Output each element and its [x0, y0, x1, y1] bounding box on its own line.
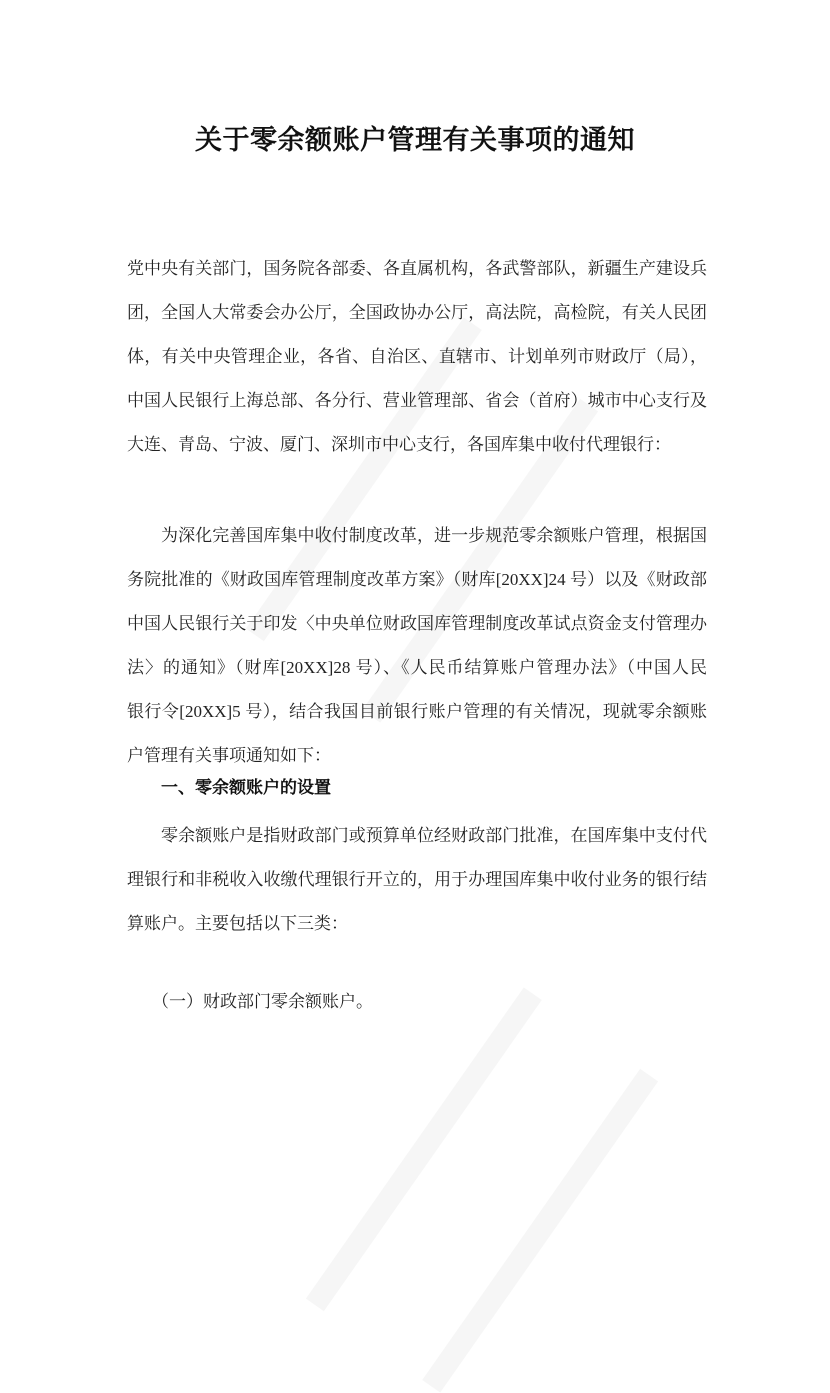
text-line: 银行令[20XX]5 号），结合我国目前银行账户管理的有关情况，现就零余额账 — [127, 702, 707, 721]
watermark — [306, 987, 658, 1392]
text-line: 零余额账户是指财政部门或预算单位经财政部门批准，在国库集中支付代 — [161, 826, 707, 845]
text-line: 理银行和非税收入收缴代理银行开立的，用于办理国库集中收付业务的银行结 — [127, 870, 707, 889]
text-line: 大连、青岛、宁波、厦门、深圳市中心支行，各国库集中收付代理银行： — [127, 435, 671, 454]
text-line: 算账户。主要包括以下三类： — [127, 914, 348, 933]
text-line: 团，全国人大常委会办公厅，全国政协办公厅，高法院，高检院，有关人民团 — [127, 303, 707, 322]
text-line: 中国人民银行上海总部、各分行、营业管理部、省会（首府）城市中心支行及 — [127, 391, 707, 410]
text-line: 体，有关中央管理企业，各省、自治区、直辖市、计划单列市财政厅（局）， — [127, 347, 707, 366]
text-line: 党中央有关部门，国务院各部委、各直属机构，各武警部队，新疆生产建设兵 — [127, 259, 707, 278]
subsection-heading: （一）财政部门零余额账户。 — [152, 992, 373, 1011]
document-title: 关于零余额账户管理有关事项的通知 — [195, 125, 635, 155]
text-line: 中国人民银行关于印发〈中央单位财政国库管理制度改革试点资金支付管理办 — [127, 614, 707, 633]
text-line: 务院批准的《财政国库管理制度改革方案》（财库[20XX]24 号）以及《财政部 — [127, 570, 707, 589]
text-line: 户管理有关事项通知如下： — [127, 746, 331, 765]
section-heading: 一、零余额账户的设置 — [161, 778, 331, 797]
text-line: 为深化完善国库集中收付制度改革，进一步规范零余额账户管理，根据国 — [161, 526, 707, 545]
text-line: 法〉的通知》（财库[20XX]28 号）、《人民币结算账户管理办法》（中国人民 — [127, 658, 707, 677]
